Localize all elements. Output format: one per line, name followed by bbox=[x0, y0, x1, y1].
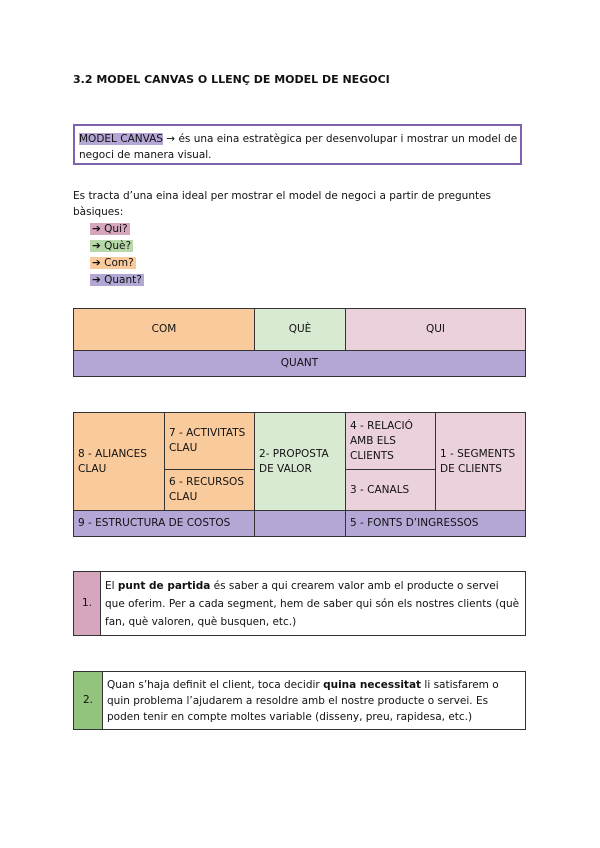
cell-fonts-ingressos: 5 - FONTS D’INGRESSOS bbox=[346, 511, 526, 537]
step-1-number: 1. bbox=[74, 572, 101, 636]
cell-com: COM bbox=[74, 309, 255, 351]
step-2-text bbox=[103, 672, 526, 730]
step-2-bold: quina necessitat bbox=[323, 678, 422, 691]
section-heading: 3.2 MODEL CANVAS O LLENÇ DE MODEL DE NEGOCI bbox=[73, 73, 390, 86]
step-1-text bbox=[101, 572, 526, 636]
cell-estructura-costos: 9 - ESTRUCTURA DE COSTOS bbox=[74, 511, 255, 537]
cell-qui: QUI bbox=[346, 309, 526, 351]
list-item bbox=[90, 272, 144, 289]
step-1-box bbox=[73, 571, 526, 636]
question-quant: ➔ Quant? bbox=[92, 274, 142, 286]
step-1-pre: El bbox=[105, 579, 118, 592]
cell-relacio-clients: 4 - RELACIÓ AMB ELS CLIENTS bbox=[346, 413, 436, 470]
definition-box bbox=[73, 124, 522, 165]
step-2-number: 2. bbox=[74, 672, 103, 730]
step-2-box bbox=[73, 671, 526, 730]
summary-table bbox=[73, 308, 526, 377]
intro-paragraph: Es tracta d’una eina ideal per mostrar el model de negoci a partir de preguntes bàsiques: bbox=[73, 190, 492, 218]
step-2-post: li satisfarem o quin problema l’ajudarem a resoldre amb el nostre producte o servei. Es poden tenir en compte moltes variable (disseny, preu, rapidesa, etc.) bbox=[107, 678, 499, 723]
cell-segments-clients: 1 - SEGMENTS DE CLIENTS bbox=[436, 413, 526, 511]
cell-quant: QUANT bbox=[74, 351, 526, 377]
step-1-bold: punt de partida bbox=[117, 579, 211, 592]
cell-recursos-clau: 6 - RECURSOS CLAU bbox=[165, 470, 255, 511]
list-item bbox=[90, 255, 144, 272]
list-item bbox=[90, 238, 144, 255]
cell-proposta-valor: 2- PROPOSTA DE VALOR bbox=[255, 413, 346, 511]
step-1-post: és saber a qui crearem valor amb el producte o servei que oferim. Per a cada segment, hem de saber qui són els nostres clients (què fan, què valoren, què busquen, etc.) bbox=[105, 579, 520, 628]
cell-activitats-clau: 7 - ACTIVITATS CLAU bbox=[165, 413, 255, 470]
list-item bbox=[90, 221, 144, 238]
business-model-canvas bbox=[73, 412, 526, 537]
definition-text: → és una eina estratègica per desenvolupar i mostrar un model de negoci de manera visual. bbox=[79, 133, 518, 161]
definition-term: MODEL CANVAS bbox=[79, 133, 163, 145]
cell-que: QUÈ bbox=[255, 309, 346, 351]
step-2-pre: Quan s’haja definit el client, toca decidir bbox=[107, 678, 324, 691]
cell-canals: 3 - CANALS bbox=[346, 470, 436, 511]
cell-aliances-clau: 8 - ALIANCES CLAU bbox=[74, 413, 165, 511]
question-list bbox=[90, 221, 144, 289]
cell-empty bbox=[255, 511, 346, 537]
question-com: ➔ Com? bbox=[92, 257, 134, 269]
question-que: ➔ Què? bbox=[92, 240, 132, 252]
question-qui: ➔ Qui? bbox=[92, 223, 128, 235]
